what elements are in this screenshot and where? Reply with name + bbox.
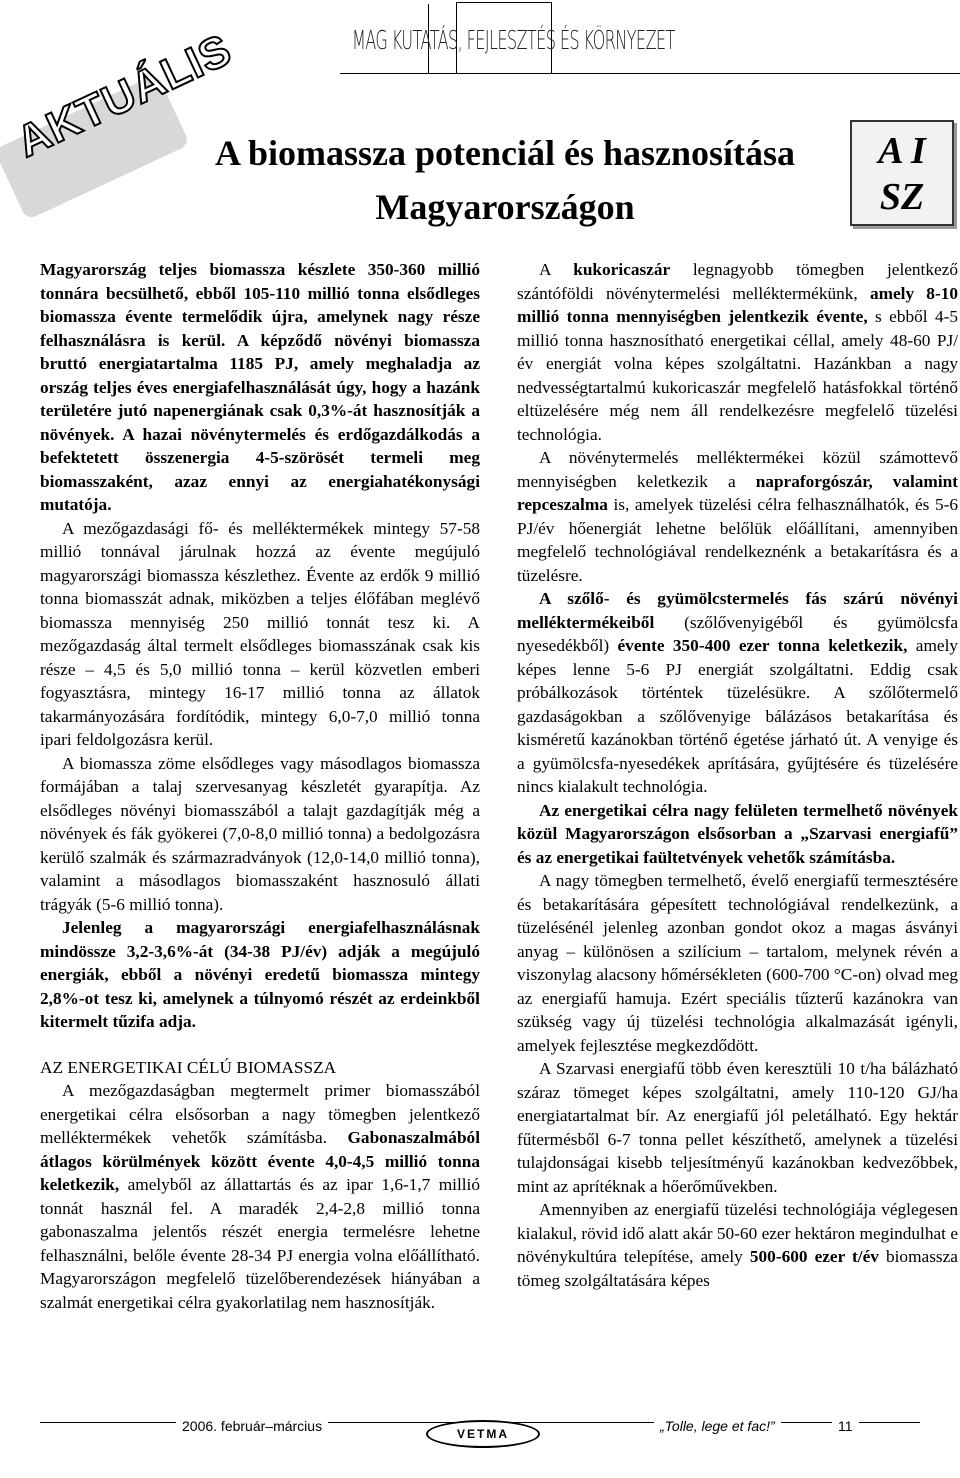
text-run: A — [539, 260, 574, 279]
text-run: A növénytermelés melléktermékei közül számottevő mennyiségben keletkezik a — [517, 448, 958, 491]
header-baseline — [340, 73, 960, 74]
text-run: (szőlővenyigéből és gyümölcsfa nyesedékből) — [517, 612, 958, 655]
paragraph — [517, 258, 958, 446]
title-line-1: A biomassza potenciál és hasznosítása — [214, 133, 796, 173]
left-column — [40, 258, 480, 1314]
bold-run: 500-600 ezer t/év — [749, 1247, 879, 1266]
text-run: amely képes lenne 5-6 PJ energiát szolgáltatni. Eddig csak próbálkozások történtek tüzelésükre. A szőlőtermelő gazdaságokban a szőlővenyige bálázásos betakarítása és kisméretű kazánokban történő égetése járható út. A venyige és a gyümölcsfa-nyesedékek aprítására, gyűjtésére és tüzelésére nincs kialakult technológia. — [517, 636, 959, 796]
bold-run: amely 8-10 millió tonna mennyiségben jelentkezik évente, — [517, 283, 958, 326]
corner-logo-line-1: A I — [878, 130, 926, 172]
bold-run: kukoricaszár — [573, 260, 671, 279]
text-run: Amennyiben az energiafű tüzelési technológiája véglegesen kialakul, rövid idő alatt akár 50-60 ezer hektáron megindulhat e növénykultúra telepítése, amely — [517, 1200, 958, 1266]
section-heading: AZ ENERGETIKAI CÉLÚ BIOMASSZA — [40, 1057, 337, 1077]
bold-run: Gabonaszalmából átlagos körülmények között évente 4,0-4,5 millió tonna keletkezik, — [40, 1128, 480, 1194]
bold-run: A szőlő- és gyümölcstermelés fás szárú növényi melléktermékeiből — [517, 589, 958, 632]
paragraph — [517, 1198, 958, 1292]
paragraph — [517, 446, 958, 587]
paragraph: A nagy tömegben termelhető, évelő energiafű termesztésére és betakarítására gépesített technológiával rendelkezünk, a tüzelésénél jelenleg azonban gondot okoz a magas ásványi anyag – különösen a szilícium – tartalom, melynek révén a viszonylag alacsony hőmérsékleten (600-700 °C-on) olvad meg az energiafű hamuja. Ezért speciális tűzterű kazánokra van szükség vagy új tüzelési technológia alkalmazását igényli, amelyek fejlesztése megkezdődött. — [517, 871, 958, 1055]
paragraph: A mezőgazdasági fő- és melléktermékek mintegy 57-58 millió tonnával járulnak hozzá az évente megújuló magyarországi biomassza készlethez. Évente az erdők 9 millió tonna biomasszát adnak, miközben a teljes élőfában meglévő biomassza mennyiség 250 millió tonnát tesz ki. A mezőgazdaság által termelt elsődleges biomasszának csak kis része – 4,5 és 5,0 millió tonna – kerül közvetlen emberi fogyasztásra, mintegy 16-17 millió tonna az állatok takarmányozására fordítódik, mintegy 6,0-7,0 millió tonna ipari feldolgozásra kerül. — [40, 518, 480, 749]
paragraph — [40, 1079, 480, 1314]
aktualis-badge: AKTUÁLIS — [9, 24, 239, 167]
page-number: 11 — [832, 1418, 859, 1434]
footer-quote: „Tolle, lege et fac!” — [654, 1418, 781, 1434]
lead-paragraph: Magyarország teljes biomassza készlete 350-360 millió tonnára becsülhető, ebből 105-110 millió tonna elsődleges biomassza évente termelődik újra, amelynek nagy része felhasználásra is kerül. A képződő növényi biomassza bruttó energiatartalma 1185 PJ, amely meghaladja az ország teljes éves energiafelhasználását úgy, hogy a hazánk területére jutó napenergiának csak 0,3%-át hasznosítják a növények. A hazai növénytermelés és erdőgazdálkodás a befektetett összenergia 4-5-szörösét termeli meg biomasszaként, azaz ennyi az energiahatékonysági mutatója. — [40, 260, 480, 514]
highlight-paragraph: Jelenleg a magyarországi energiafelhasználásnak mindössze 3,2-3,6%-át (34-38 PJ/év) adják a megújuló energiák, ebből a növényi eredetű biomassza mintegy 2,8%-ot tesz ki, amelynek a túlnyomó részét az erdeinkből kitermelt tűzifa adja. — [40, 918, 480, 1031]
bold-run: napraforgószár, valamint repceszalma — [517, 471, 958, 514]
text-run: A mezőgazdaságban megtermelt primer biomasszából energetikai célra elsősorban a nagy tömegben jelentkező melléktermékek vehetők számításba. — [40, 1081, 480, 1147]
title-line-2: Magyarországon — [375, 187, 635, 227]
text-run: biomassza tömeg szolgáltatására képes — [517, 1247, 958, 1290]
publisher-logo: VETMA — [426, 1420, 540, 1448]
text-run: is, amelyek tüzelési célra felhasználhatók, és 5-6 PJ/év hőenergiát lehetne belőlük előállítani, amennyiben megfelelő technológiával rendelkeznénk a betakarításra és a tüzelésre. — [517, 495, 958, 585]
corner-logo-box — [850, 120, 954, 226]
text-run: legnagyobb tömegben jelentkező szántóföldi növénytermelési melléktermékünk, — [517, 260, 958, 303]
footer-date: 2006. február–március — [176, 1418, 328, 1434]
bold-run: évente 350-400 ezer tonna keletkezik, — [617, 636, 908, 655]
highlight-paragraph: Az energetikai célra nagy felületen termelhető növények közül Magyarországon elsősorban a „Szarvasi energiafű” és az energetikai faültetvények vehetők számításba. — [517, 800, 958, 867]
paragraph: A biomassza zöme elsődleges vagy másodlagos biomassza formájában a talaj szervesanyag készletét gyarapítja. Az elsődleges növényi biomasszából a talajt gazdagítják még a növények és fák gyökerei (7,0-8,0 millió tonna) a bedolgozásra kerülő szalmák és származradványok (12,0-14,0 millió tonna), valamint a másodlagos biomasszaként hasznosuló állati trágyák (5-6 millió tonna). — [40, 753, 480, 914]
article-title — [160, 126, 850, 234]
section-label: MAG KUTATÁS, FEJLESZTÉS ÉS KÖRNYEZET — [352, 26, 675, 56]
paragraph — [517, 587, 958, 799]
paragraph: A Szarvasi energiafű több éven keresztüli 10 t/ha bálázható száraz tömeget képes szolgáltatni, amely 110-120 GJ/ha energiatartalmat bír. Az energiafű jól peletálható. Egy hektár fűtermésből 6-7 tonna pellet készíthető, amelynek a tüzelési tulajdonságai kisebb teljesítményű kazánokban kedvezőbbek, mint az aprítéknak a hőerőművekben. — [517, 1059, 958, 1196]
right-column — [517, 258, 958, 1292]
corner-logo-line-2: SZ — [879, 176, 925, 218]
text-run: s ebből 4-5 millió tonna hasznosítható energetikai céllal, amely 48-60 PJ/év energiát volna képes szolgáltatni. Hazánkban a nagy nedvességtartalmú kukoricaszár megfelelő hatásfokkal történő eltüzelésére még nem áll rendelkezésre megfelelő tüzelési technológia. — [517, 307, 958, 444]
text-run: amelyből az állattartás és az ipar 1,6-1,7 millió tonnát használ fel. A maradék 2,4-2,8 millió tonna gabonaszalma jelentős részét energia termelésre lehetne felhasználni, belőle évente 28-34 PJ energia volna előállítható. Magyarországon megfelelő tüzelőberendezések hiányában a szalmát energetikai célra gyakorlatilag nem hasznosítják. — [40, 1175, 480, 1312]
